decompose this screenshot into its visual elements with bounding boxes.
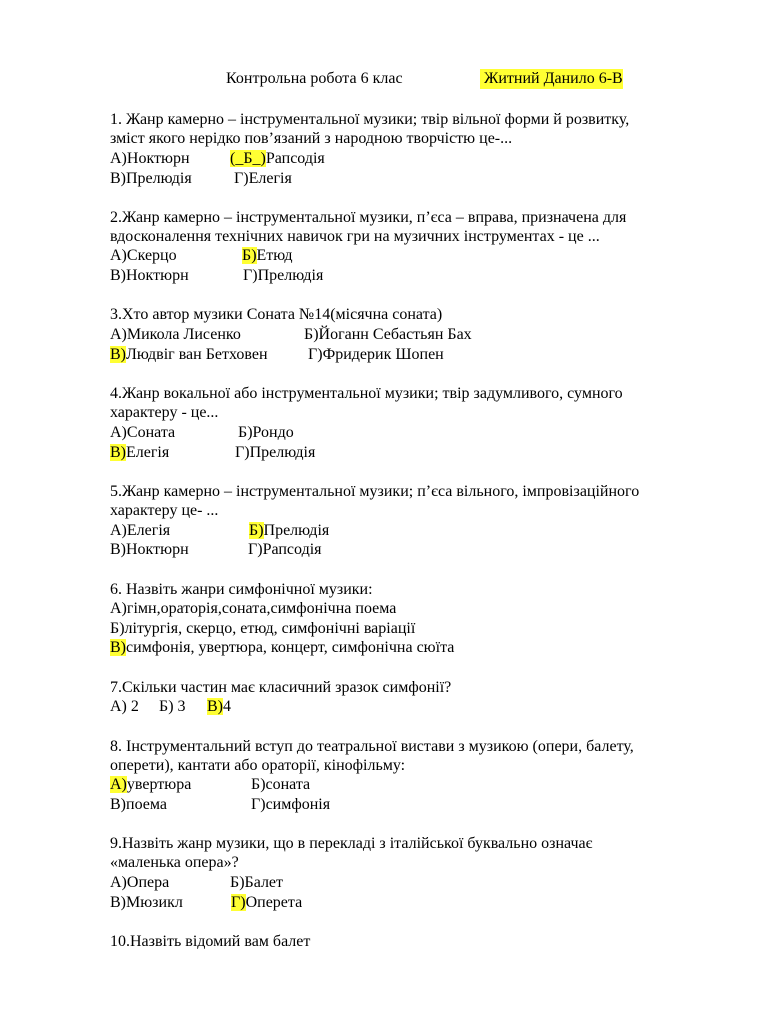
question-4-line-1: 4.Жанр вокальної або інструментальної музики; твір задумливого, сумного xyxy=(110,385,623,402)
question-5-option-b: Б)Прелюдія xyxy=(249,522,330,539)
question-7-option-b: Б) 3 xyxy=(159,698,186,715)
question-7-option-c: В)4 xyxy=(207,698,231,715)
question-5-line-1: 5.Жанр камерно – інструментальної музики; п’єса вільного, імпровізаційного xyxy=(110,483,640,500)
question-8-option-b: Б)соната xyxy=(251,776,311,793)
question-2-option-a: А)Скерцо xyxy=(110,247,177,264)
question-9-option-d: Г)Оперета xyxy=(231,894,303,911)
question-3-option-c: В)Людвіг ван Бетховен xyxy=(110,346,268,363)
question-9-line-1: 9.Назвіть жанр музики, що в перекладі з італійської буквально означає xyxy=(110,835,593,852)
question-6-option-b: Б)літургія, скерцо, етюд, симфонічні варіації xyxy=(110,620,416,637)
question-8-line-2: оперети), кантати або ораторії, кінофільму: xyxy=(110,757,406,774)
question-5-option-d: Г)Рапсодія xyxy=(248,541,322,558)
question-9-option-a: А)Опера xyxy=(110,874,170,891)
question-2-option-b: Б)Етюд xyxy=(242,247,293,264)
question-1-option-c: В)Прелюдія xyxy=(110,170,192,187)
student-name: Житний Данило 6-В xyxy=(480,70,623,87)
question-5-option-c: В)Ноктюрн xyxy=(110,541,189,558)
question-1-line-2: зміст якого нерідко пов’язаний з народною творчістю це-... xyxy=(110,130,513,147)
question-1-line-1: 1. Жанр камерно – інструментальної музики; твір вільної форми й розвитку, xyxy=(110,111,630,128)
question-5-option-a: А)Елегія xyxy=(110,522,171,539)
question-2-line-1: 2.Жанр камерно – інструментальної музики, п’єса – вправа, призначена для xyxy=(110,209,627,226)
question-3-line-1: 3.Хто автор музики Соната №14(місячна соната) xyxy=(110,306,443,323)
question-6-line-1: 6. Назвіть жанри симфонічної музики: xyxy=(110,581,373,598)
question-7-line-1: 7.Скільки частин має класичний зразок симфонії? xyxy=(110,679,452,696)
selected-answer-marker: А) xyxy=(110,776,127,793)
question-5-line-2: характеру це- ... xyxy=(110,502,219,519)
selected-answer-marker: Б) xyxy=(249,522,264,539)
question-8-option-d: Г)симфонія xyxy=(251,796,331,813)
question-1-option-b: (_Б_)Рапсодія xyxy=(230,150,325,167)
question-9-option-b: Б)Балет xyxy=(230,874,284,891)
question-4-option-d: Г)Прелюдія xyxy=(235,444,316,461)
question-1-option-a: А)Ноктюрн xyxy=(110,150,190,167)
question-2-option-d: Г)Прелюдія xyxy=(243,267,324,284)
selected-answer-marker: Б) xyxy=(242,247,257,264)
selected-answer-marker: В) xyxy=(110,346,126,363)
question-7-option-a: А) 2 xyxy=(110,698,139,715)
question-2-option-c: В)Ноктюрн xyxy=(110,267,189,284)
selected-answer-marker: В) xyxy=(207,698,223,715)
question-6-option-c: В)симфонія, увертюра, концерт, симфонічна сюїта xyxy=(110,639,455,656)
question-2-line-2: вдосконалення технічних навичок гри на музичних інструментах - це ... xyxy=(110,228,600,245)
selected-answer-marker: В) xyxy=(110,639,126,656)
question-8-option-a: А)увертюра xyxy=(110,776,192,793)
question-3-option-a: А)Микола Лисенко xyxy=(110,326,241,343)
question-8-line-1: 8. Інструментальний вступ до театральної вистави з музикою (опери, балету, xyxy=(110,738,634,755)
question-3-option-d: Г)Фридерик Шопен xyxy=(308,346,444,363)
selected-answer-marker: В) xyxy=(110,444,126,461)
question-9-option-c: В)Мюзикл xyxy=(110,894,183,911)
question-1-option-d: Г)Елегія xyxy=(234,170,292,187)
question-4-option-c: В)Елегія xyxy=(110,444,170,461)
question-6-option-a: А)гімн,ораторія,соната,симфонічна поема xyxy=(110,600,397,617)
selected-answer-marker: Г) xyxy=(231,894,246,911)
question-4-option-a: А)Соната xyxy=(110,424,176,441)
question-9-line-2: «маленька опера»? xyxy=(110,854,239,871)
question-10-line-1: 10.Назвіть відомий вам балет xyxy=(110,933,311,950)
selected-answer-marker: (_Б_) xyxy=(230,150,266,167)
question-4-line-2: характеру - це... xyxy=(110,404,219,421)
question-3-option-b: Б)Йоганн Себастьян Бах xyxy=(304,326,472,343)
question-4-option-b: Б)Рондо xyxy=(238,424,294,441)
question-8-option-c: В)поема xyxy=(110,796,167,813)
test-title: Контрольна робота 6 клас xyxy=(226,70,403,87)
